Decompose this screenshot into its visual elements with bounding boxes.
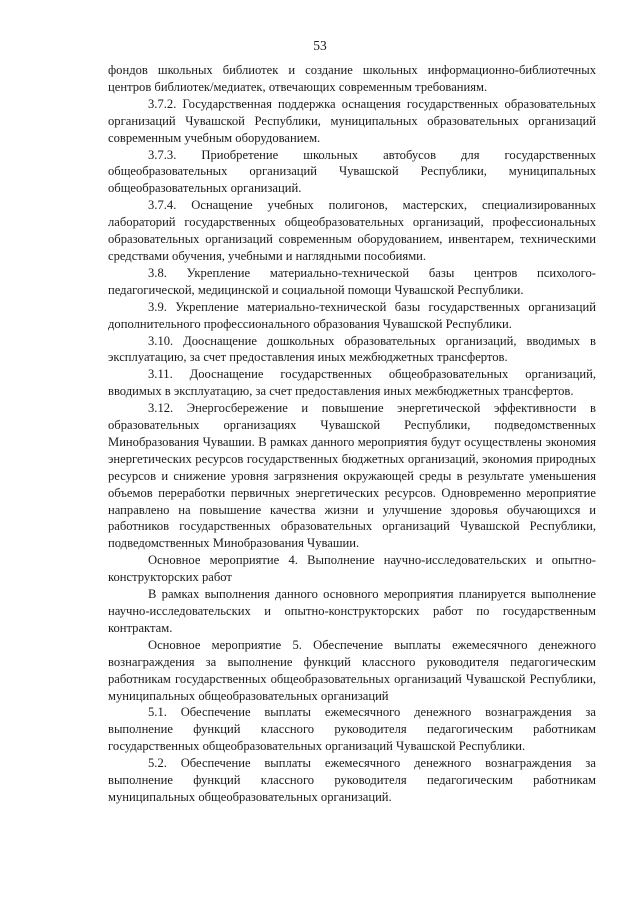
paragraph-main-activity-4-description: В рамках выполнения данного основного мероприятия планируется выполнение научно-исследовательских и опытно-конструкторских работ по государственным контрактам. [108,587,596,635]
paragraph-3-7-3: 3.7.3. Приобретение школьных автобусов для государственных общеобразовательных организаций Чувашской Республики, муниципальных общеобразовательных организаций. [108,147,596,196]
paragraph-3-7-2: 3.7.2. Государственная поддержка оснащения государственных образовательных организаций Чувашской Республики, муниципальных образовательных организаций современным учебным оборудованием. [108,96,596,145]
paragraph-3-11: 3.11. Дооснащение государственных общеобразовательных организаций, вводимых в эксплуатацию, за счет предоставления иных межбюджетных трансфертов. [108,367,596,399]
paragraph-3-7-4: 3.7.4. Оснащение учебных полигонов, мастерских, специализированных лабораторий государственных общеобразовательных организаций, профессиональных образовательных организаций современным оборудованием, инвентарем, техническими средствами обучения, учебными и наглядными пособиями. [108,198,596,263]
paragraph-5-1: 5.1. Обеспечение выплаты ежемесячного денежного вознаграждения за выполнение функций классного руководителя педагогическим работникам государственных общеобразовательных организаций Чувашской Республики. [108,705,596,754]
paragraph-continuation: фондов школьных библиотек и создание школьных информационно-библиотечных центров библиотек/медиатек, отвечающих современным требованиям. [108,63,596,94]
page-body [108,62,596,806]
page-number: 53 [313,38,327,53]
paragraph-3-10: 3.10. Дооснащение дошкольных образовательных организаций, вводимых в эксплуатацию, за счет предоставления иных межбюджетных трансфертов. [108,333,596,365]
paragraph-3-8: 3.8. Укрепление материально-технической базы центров психолого-педагогической, медицинской и социальной помощи Чувашской Республики. [108,265,596,297]
paragraph-5-2: 5.2. Обеспечение выплаты ежемесячного денежного вознаграждения за выполнение функций классного руководителя педагогическим работникам муниципальных общеобразовательных организаций. [108,756,596,804]
paragraph-main-activity-5: Основное мероприятие 5. Обеспечение выплаты ежемесячного денежного вознаграждения за выполнение функций классного руководителя педагогическим работникам государственных общеобразовательных организаций Чувашской Республики, муниципальных общеобразовательных организаций [108,637,596,703]
paragraph-main-activity-4: Основное мероприятие 4. Выполнение научно-исследовательских и опытно-конструкторских работ [108,553,596,585]
paragraph-3-12: 3.12. Энергосбережение и повышение энергетической эффективности в образовательных организациях Чувашской Республики, подведомственных Минобразования Чувашии. В рамках данного мероприятия будут осуществлены экономия энергетических ресурсов государственных бюджетных организаций, экономия природных ресурсов и снижение уровня загрязнения окружающей среды в результате уменьшения объемов переработки первичных энергетических ресурсов. Одновременно мероприятие направлено на повышение качества жизни и улучшение здоровья обучающихся и работников государственных образовательных организаций Чувашской Республики, подведомственных Минобразования Чувашии. [108,401,596,551]
paragraph-3-9: 3.9. Укрепление материально-технической базы государственных организаций дополнительного профессионального образования Чувашской Республики. [108,299,596,331]
